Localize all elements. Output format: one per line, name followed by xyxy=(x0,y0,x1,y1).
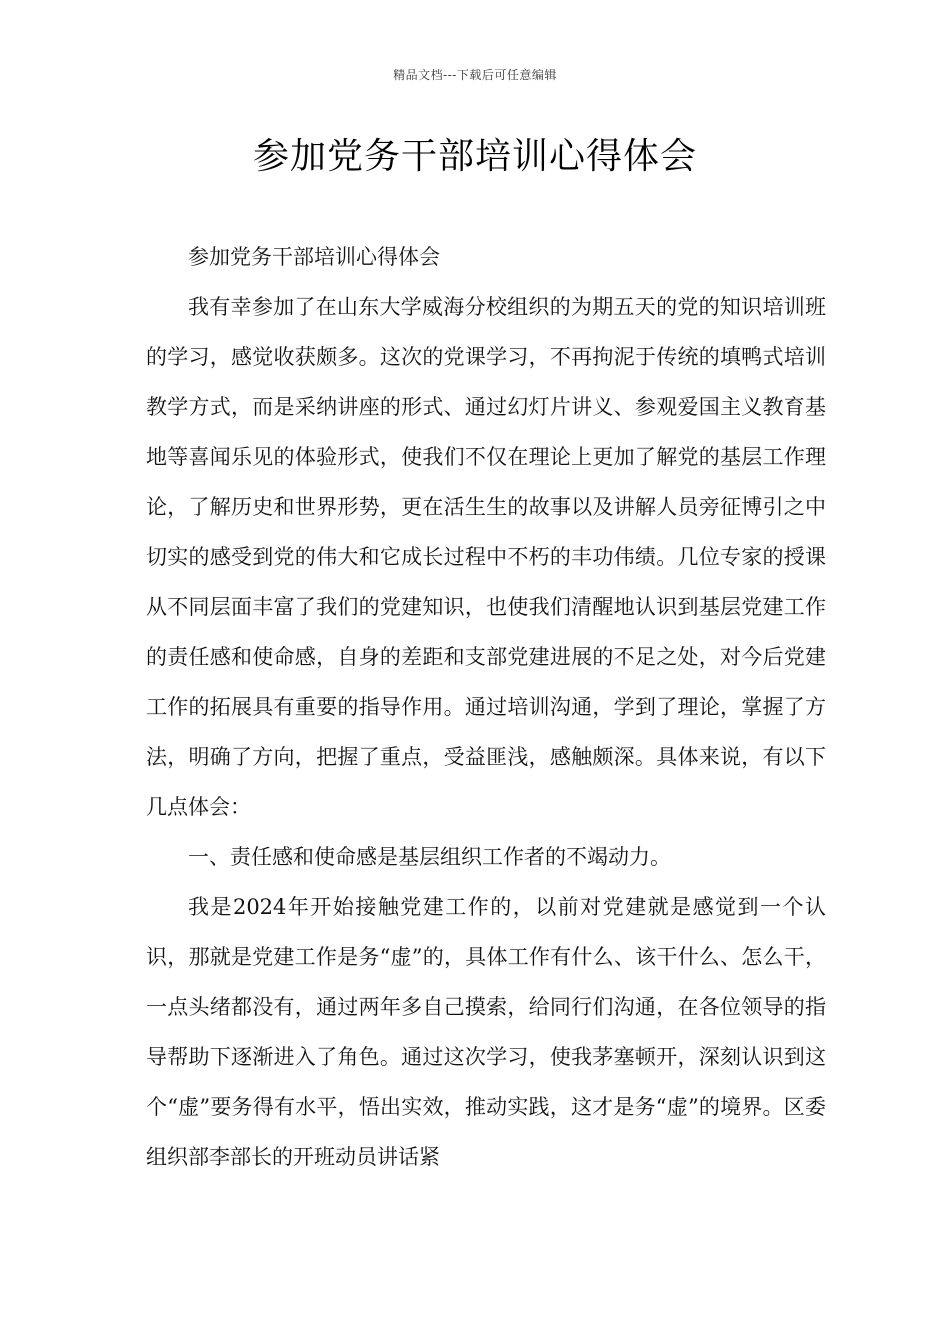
paragraph-body: 我是2024年开始接触党建工作的，以前对党建就是感觉到一个认识，那就是党建工作是务“虚”的，具体工作有什么、该干什么、怎么干，一点头绪都没有，通过两年多自己摸索，给同行们沟通，在各位领导的指导帮助下逐渐进入了角色。通过这次学习，使我茅塞顿开，深刻认识到这个“虚”要务得有水平，悟出实效，推动实践，这才是务“虚”的境界。区委组织部李部长的开班动员讲话紧 xyxy=(146,895,826,1169)
document-body xyxy=(146,232,826,1182)
paragraph-section-heading: 一、责任感和使命感是基层组织工作者的不竭动力。 xyxy=(188,845,671,869)
paragraph-intro: 我有幸参加了在山东大学威海分校组织的为期五天的党的知识培训班的学习，感觉收获颇多。这次的党课学习，不再拘泥于传统的填鸭式培训教学方式，而是采纳讲座的形式、通过幻灯片讲义、参观爱国主义教育基地等喜闻乐见的体验形式，使我们不仅在理论上更加了解党的基层工作理论，了解历史和世界形势，更在活生生的故事以及讲解人员旁征博引之中切实的感受到党的伟大和它成长过程中不朽的丰功伟绩。几位专家的授课从不同层面丰富了我们的党建知识，也使我们清醒地认识到基层党建工作的责任感和使命感，自身的差距和支部党建进展的不足之处，对今后党建工作的拓展具有重要的指导作用。通过培训沟通，学到了理论，掌握了方法，明确了方向，把握了重点，受益匪浅，感触颇深。具体来说，有以下几点体会： xyxy=(146,295,826,819)
paragraph-subtitle: 参加党务干部培训心得体会 xyxy=(188,245,440,269)
document-title: 参加党务干部培训心得体会 xyxy=(252,136,697,177)
header-note: 精品文档---下载后可任意编辑 xyxy=(393,68,557,82)
